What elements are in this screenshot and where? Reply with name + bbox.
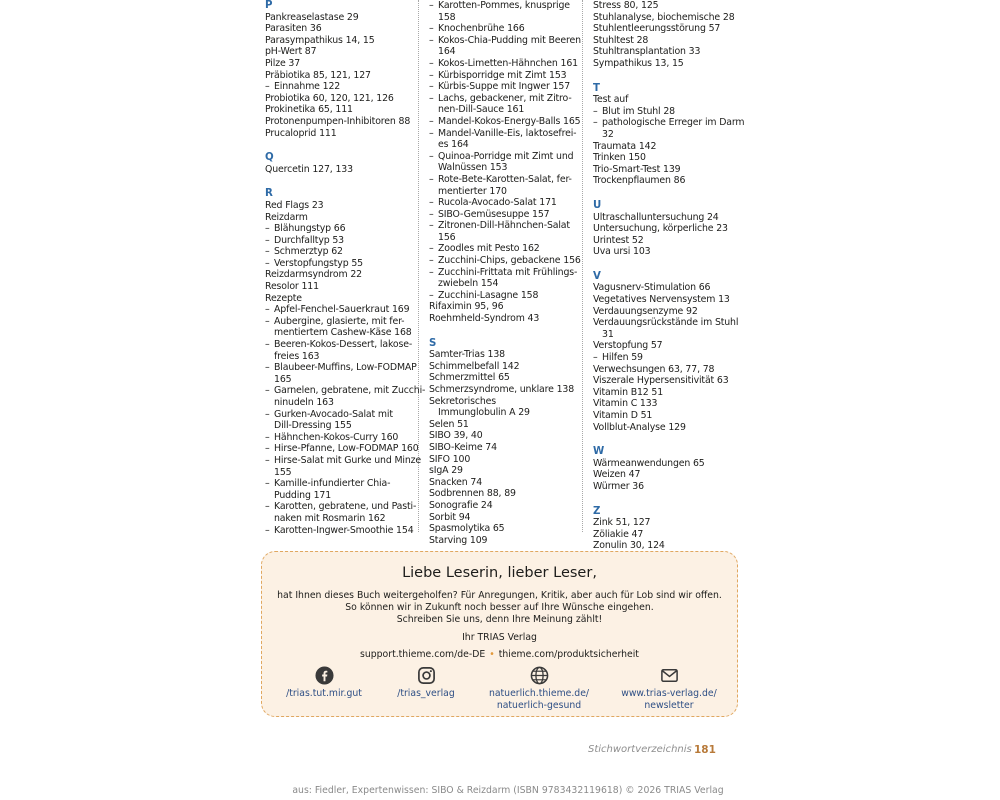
subentry-dash: – <box>265 223 270 235</box>
subentry-dash: – <box>265 408 270 420</box>
subentry-text: Hähnchen-Kokos-Curry 160 <box>274 431 399 443</box>
subentry-dash: – <box>265 257 270 269</box>
index-entry: Verdauungsrückstände im Stuhl <box>593 317 739 329</box>
subentry-text: Garnelen, gebratene, mit Zucchi- <box>274 385 426 397</box>
subentry-text: Beeren-Kokos-Dessert, lakose- <box>274 339 413 351</box>
index-entry: Stuhltransplantation 33 <box>593 46 701 58</box>
index-entry: Präbiotika 85, 121, 127 <box>265 69 371 81</box>
index-entry-continuation: es 164 <box>438 139 469 151</box>
index-entry: Pankreaselastase 29 <box>265 11 359 23</box>
subentry-dash: – <box>265 443 270 455</box>
subentry-dash: – <box>265 501 270 513</box>
index-entry: Urintest 52 <box>593 234 644 246</box>
subentry-dash: – <box>429 208 434 220</box>
social-links <box>262 666 737 716</box>
index-entry: Traumata 142 <box>593 140 657 152</box>
subentry-dash: – <box>593 352 598 364</box>
index-subentry <box>429 93 577 105</box>
index-entry: Stuhlentleerungsstörung 57 <box>593 23 721 35</box>
box-text-line: hat Ihnen dieses Buch weitergeholfen? Für Anregungen, Kritik, aber auch für Lob sind wir offen. <box>277 590 722 601</box>
section-gap <box>593 493 743 506</box>
index-subentry <box>265 223 413 235</box>
index-subentry <box>429 290 577 302</box>
index-entry: Zink 51, 127 <box>593 517 651 529</box>
subentry-text: Karotten-Ingwer-Smoothie 154 <box>274 524 414 536</box>
subentry-text: Rote-Bete-Karotten-Salat, fer- <box>438 173 572 185</box>
index-entry: Verdauungsenzyme 92 <box>593 305 698 317</box>
subentry-dash: – <box>429 197 434 209</box>
subentry-text: Apfel-Fenchel-Sauerkraut 169 <box>274 304 410 316</box>
index-letter-heading: W <box>593 446 605 458</box>
subentry-dash: – <box>429 34 434 46</box>
index-letter-heading: Q <box>265 152 274 164</box>
subentry-text: Hilfen 59 <box>602 352 643 364</box>
index-entry-continuation: freies 163 <box>274 350 320 362</box>
subentry-text: Kokos-Limetten-Hähnchen 161 <box>438 57 578 69</box>
index-subentry <box>265 525 413 537</box>
subentry-text: Knochenbrühe 166 <box>438 23 525 35</box>
section-gap <box>265 175 413 188</box>
index-subentry <box>265 432 413 444</box>
index-subentry <box>265 385 426 397</box>
bullet-separator: • <box>489 649 495 661</box>
subentry-dash: – <box>265 315 270 327</box>
subentry-text: Lachs, gebackener, mit Zitro- <box>438 92 572 104</box>
index-entry: SIFO 100 <box>429 453 471 465</box>
index-subentry <box>429 209 577 221</box>
support-link[interactable]: support.thieme.com/de-DE <box>360 649 486 661</box>
index-subentry <box>265 362 417 374</box>
index-subentry <box>265 81 413 93</box>
subentry-dash: – <box>429 81 434 93</box>
subentry-dash: – <box>429 57 434 69</box>
index-entry: Sorbit 94 <box>429 511 471 523</box>
column-divider <box>582 0 583 532</box>
section-name: Stichwortverzeichnis <box>588 744 692 755</box>
index-entry: SIBO 39, 40 <box>429 430 483 442</box>
index-entry: Parasympathikus 14, 15 <box>265 34 375 46</box>
subentry-text: Schmerztyp 62 <box>274 246 343 258</box>
subentry-dash: – <box>429 69 434 81</box>
index-entry-continuation: mentiertem Cashew-Käse 168 <box>274 327 412 339</box>
subentry-text: Karotten, gebratene, und Pasti- <box>274 501 417 513</box>
index-entry: Sekretorisches <box>429 395 496 407</box>
index-entry: Parasiten 36 <box>265 23 322 35</box>
index-letter-heading: T <box>593 82 600 94</box>
subentry-text: Blähungstyp 66 <box>274 223 346 235</box>
index-entry: sIgA 29 <box>429 465 463 477</box>
subentry-dash: – <box>429 115 434 127</box>
index-entry-continuation: zwiebeln 154 <box>438 278 499 290</box>
subentry-text: Blut im Stuhl 28 <box>602 105 675 117</box>
index-entry-continuation: mentierter 170 <box>438 185 507 197</box>
subentry-dash: – <box>429 173 434 185</box>
support-links <box>262 649 737 660</box>
index-entry-continuation: 158 <box>438 11 456 23</box>
subentry-text: Mandel-Vanille-Eis, laktosefrei- <box>438 127 577 139</box>
subentry-text: Aubergine, glasierte, mit fer- <box>274 315 405 327</box>
index-subentry <box>429 34 581 47</box>
index-subentry <box>429 70 577 82</box>
index-column-3 <box>593 0 743 552</box>
index-entry: Rezepte <box>265 292 302 304</box>
index-entry-continuation: nen-Dill-Sauce 161 <box>438 104 525 116</box>
index-entry: Vagusnerv-Stimulation 66 <box>593 282 711 294</box>
newsletter-link[interactable] <box>614 666 724 711</box>
index-entry: Zonulin 30, 124 <box>593 540 665 552</box>
index-letter-heading: P <box>265 0 273 11</box>
subentry-dash: – <box>429 255 434 267</box>
page-number: 181 <box>694 744 716 756</box>
index-entry: Roehmheld-Syndrom 43 <box>429 313 540 325</box>
subentry-dash: – <box>265 246 270 258</box>
subentry-text: Gurken-Avocado-Salat mit <box>274 408 393 420</box>
subentry-text: Kokos-Chia-Pudding mit Beeren <box>438 34 581 46</box>
index-subentry <box>429 220 577 232</box>
subentry-dash: – <box>265 304 270 316</box>
index-entry: Schimmelbefall 142 <box>429 360 520 372</box>
subentry-dash: – <box>265 81 270 93</box>
index-subentry <box>265 339 413 351</box>
subentry-dash: – <box>429 23 434 35</box>
index-subentry <box>593 352 743 364</box>
subentry-dash: – <box>265 385 270 397</box>
index-entry: Snacken 74 <box>429 476 483 488</box>
index-entry: Samter-Trias 138 <box>429 349 505 361</box>
index-subentry <box>429 255 581 267</box>
index-entry: Reizdarm <box>265 211 308 223</box>
index-entry-continuation: naken mit Rosmarin 162 <box>274 512 386 524</box>
instagram-link[interactable] <box>386 666 466 700</box>
section-gap <box>593 433 743 446</box>
subentry-dash: – <box>265 478 270 490</box>
index-entry: Schmerzsyndrome, unklare 138 <box>429 384 575 395</box>
index-entry: Prokinetika 65, 111 <box>265 104 353 116</box>
facebook-handle: /trias.tut.mir.gut <box>286 688 362 699</box>
index-subentry <box>429 115 581 128</box>
subentry-text: Zucchini-Chips, gebackene 156 <box>438 255 581 267</box>
index-entry: Red Flags 23 <box>265 199 324 211</box>
index-subentry <box>265 501 417 513</box>
subentry-text: Zoodles mit Pesto 162 <box>438 243 540 255</box>
index-entry: Vitamin C 133 <box>593 398 658 410</box>
instagram-icon <box>417 666 436 685</box>
subentry-text: SIBO-Gemüsesuppe 157 <box>438 208 550 220</box>
newsletter-url-line1: www.trias-verlag.de/ <box>621 688 717 699</box>
index-letter-heading: V <box>593 270 601 282</box>
subentry-text: Kamille-infundierter Chia- <box>274 478 391 490</box>
subentry-dash: – <box>429 243 434 255</box>
subentry-dash: – <box>593 117 598 129</box>
subentry-text: Zucchini-Lasagne 158 <box>438 289 539 301</box>
subentry-text: Blaubeer-Muffins, Low-FODMAP <box>274 362 417 374</box>
subentry-dash: – <box>265 524 270 536</box>
subentry-dash: – <box>429 266 434 278</box>
index-entry-continuation: 165 <box>274 373 292 385</box>
index-entry: Weizen 47 <box>593 469 641 481</box>
index-subentry <box>265 409 413 421</box>
index-subentry <box>265 258 413 270</box>
index-entry: Vegetatives Nervensystem 13 <box>593 294 730 306</box>
index-subentry <box>429 0 577 12</box>
product-safety-link[interactable]: thieme.com/produktsicherheit <box>498 649 639 661</box>
index-entry: Untersuchung, körperliche 23 <box>593 223 728 235</box>
index-entry: Wärmeanwendungen 65 <box>593 457 705 469</box>
index-subentry <box>429 81 577 93</box>
index-subentry <box>265 316 413 328</box>
index-letter-heading: R <box>265 188 273 200</box>
subentry-text: Hirse-Pfanne, Low-FODMAP 160 <box>274 443 419 455</box>
index-subentry <box>429 58 577 70</box>
index-entry-continuation: Dill-Dressing 155 <box>274 420 352 432</box>
section-gap <box>593 187 743 200</box>
index-subentry <box>265 304 413 316</box>
index-subentry <box>429 174 577 186</box>
subentry-dash: – <box>429 0 434 11</box>
facebook-link[interactable] <box>284 666 364 700</box>
index-subentry <box>593 106 743 118</box>
index-entry: Stuhltest 28 <box>593 34 649 46</box>
index-subentry <box>429 128 577 140</box>
index-entry-continuation: 164 <box>438 46 456 58</box>
index-entry: Vollblut-Analyse 129 <box>593 421 686 433</box>
index-entry: Probiotika 60, 120, 121, 126 <box>265 92 394 104</box>
index-entry: Verwechsungen 63, 77, 78 <box>593 363 715 375</box>
globe-icon <box>530 666 549 685</box>
index-entry: Prucaloprid 111 <box>265 127 337 139</box>
section-gap <box>429 325 577 338</box>
index-entry: Viszerale Hypersensitivität 63 <box>593 375 729 387</box>
subentry-dash: – <box>265 339 270 351</box>
subentry-dash: – <box>265 234 270 246</box>
index-letter-heading: U <box>593 199 602 211</box>
subentry-dash: – <box>593 105 598 117</box>
index-entry: Verstopfung 57 <box>593 340 663 352</box>
subentry-text: Kürbis-Suppe mit Ingwer 157 <box>438 81 571 93</box>
box-text <box>262 590 737 625</box>
index-entry: Trockenpflaumen 86 <box>593 175 686 187</box>
index-subentry <box>265 478 413 490</box>
index-entry: SIBO-Keime 74 <box>429 441 497 453</box>
subentry-dash: – <box>265 431 270 443</box>
index-entry: Sodbrennen 88, 89 <box>429 488 516 500</box>
index-column-2 <box>429 0 581 546</box>
index-subentry <box>429 243 577 255</box>
index-entry: Uva ursi 103 <box>593 246 651 258</box>
newsletter-url-line2: newsletter <box>644 699 694 711</box>
index-entry: Rifaximin 95, 96 <box>429 301 504 313</box>
index-entry: Test auf <box>593 94 629 106</box>
index-entry-continuation: 155 <box>274 466 292 478</box>
subentry-dash: – <box>429 289 434 301</box>
section-gap <box>593 70 743 83</box>
index-entry: Trinken 150 <box>593 152 646 164</box>
index-entry: Selen 51 <box>429 418 469 430</box>
subentry-dash: – <box>265 454 270 466</box>
facebook-icon <box>315 666 334 685</box>
website-url-line1: natuerlich.thieme.de/ <box>488 688 590 699</box>
index-entry: Starving 109 <box>429 534 488 546</box>
index-column-1 <box>265 0 426 536</box>
index-subentry <box>429 267 577 279</box>
index-entry: Sonografie 24 <box>429 499 493 511</box>
index-entry: Stress 80, 125 <box>593 0 659 11</box>
index-entry: pH-Wert 87 <box>265 46 317 58</box>
subentry-text: Zucchini-Frittata mit Frühlings- <box>438 266 578 278</box>
publisher-signature: Ihr TRIAS Verlag <box>462 632 537 644</box>
subentry-text: Einnahme 122 <box>274 81 341 93</box>
index-entry-continuation: 156 <box>438 231 456 243</box>
index-entry: Vitamin D 51 <box>593 410 653 421</box>
index-entry-continuation: 32 <box>602 128 614 140</box>
mail-icon <box>660 666 679 685</box>
subentry-text: Hirse-Salat mit Gurke und Minze <box>274 454 422 466</box>
index-entry: Pilze 37 <box>265 57 301 69</box>
index-entry: Schmerzmittel 65 <box>429 372 510 384</box>
subentry-dash: – <box>429 220 434 232</box>
index-entry: Spasmolytika 65 <box>429 523 505 535</box>
index-subentry <box>429 23 577 35</box>
source-credit: aus: Fiedler, Expertenwissen: SIBO & Reizdarm (ISBN 9783432119618) © 2026 TRIAS Verlag <box>292 785 724 796</box>
index-entry-continuation: 31 <box>602 328 614 340</box>
subentry-text: Zitronen-Dill-Hähnchen-Salat <box>438 220 570 232</box>
box-text-line: So können wir in Zukunft noch besser auf Ihre Wünsche eingehen. <box>345 601 654 613</box>
box-text-line: Schreiben Sie uns, denn Ihre Meinung zählt! <box>396 613 603 625</box>
subentry-dash: – <box>429 127 434 139</box>
index-entry: Quercetin 127, 133 <box>265 163 353 175</box>
index-entry: Resolor 111 <box>265 281 319 293</box>
index-entry: Trio-Smart-Test 139 <box>593 163 681 175</box>
index-entry-continuation: Walnüssen 153 <box>438 162 508 174</box>
subentry-text: Mandel-Kokos-Energy-Balls 165 <box>438 115 581 127</box>
index-subentry <box>593 117 743 129</box>
subentry-dash: – <box>429 150 434 162</box>
subentry-text: pathologische Erreger im Darm <box>602 117 745 129</box>
index-entry: Zöliakie 47 <box>593 528 644 540</box>
index-subentry <box>265 454 422 467</box>
index-entry: Vitamin B12 51 <box>593 386 664 398</box>
index-subentry <box>265 246 413 258</box>
index-entry: Stuhlanalyse, biochemische 28 <box>593 11 735 23</box>
subentry-text: Kürbisporridge mit Zimt 153 <box>438 69 567 81</box>
subentry-text: Verstopfungstyp 55 <box>274 257 363 269</box>
index-letter-heading: Z <box>593 505 601 517</box>
subentry-text: Rucola-Avocado-Salat 171 <box>438 197 557 209</box>
website-url-line2: natuerlich-gesund <box>496 699 582 711</box>
subentry-text: Quinoa-Porridge mit Zimt und <box>438 150 574 162</box>
index-entry: Protonenpumpen-Inhibitoren 88 <box>265 115 411 127</box>
subentry-text: Durchfalltyp 53 <box>274 234 344 246</box>
index-entry-continuation: Immunglobulin A 29 <box>438 407 530 419</box>
index-entry: Würmer 36 <box>593 480 644 492</box>
index-entry: Sympathikus 13, 15 <box>593 57 684 69</box>
instagram-handle: /trias_verlag <box>397 688 455 699</box>
index-subentry <box>429 151 577 163</box>
section-gap <box>265 139 413 152</box>
section-gap <box>593 258 743 271</box>
website-link[interactable] <box>484 666 594 711</box>
index-subentry <box>265 235 413 247</box>
index-subentry <box>265 443 419 455</box>
index-entry-continuation: ninudeln 163 <box>274 397 334 408</box>
box-title: Liebe Leserin, lieber Leser, <box>402 565 597 581</box>
index-entry: Reizdarmsyndrom 22 <box>265 269 362 281</box>
index-subentry <box>429 197 577 209</box>
subentry-text: Karotten-Pommes, knusprige <box>438 0 570 11</box>
subentry-dash: – <box>429 92 434 104</box>
reader-feedback-box <box>261 551 738 717</box>
subentry-dash: – <box>265 362 270 374</box>
index-letter-heading: S <box>429 337 437 349</box>
index-entry: Ultraschalluntersuchung 24 <box>593 211 719 223</box>
index-entry-continuation: Pudding 171 <box>274 489 332 501</box>
